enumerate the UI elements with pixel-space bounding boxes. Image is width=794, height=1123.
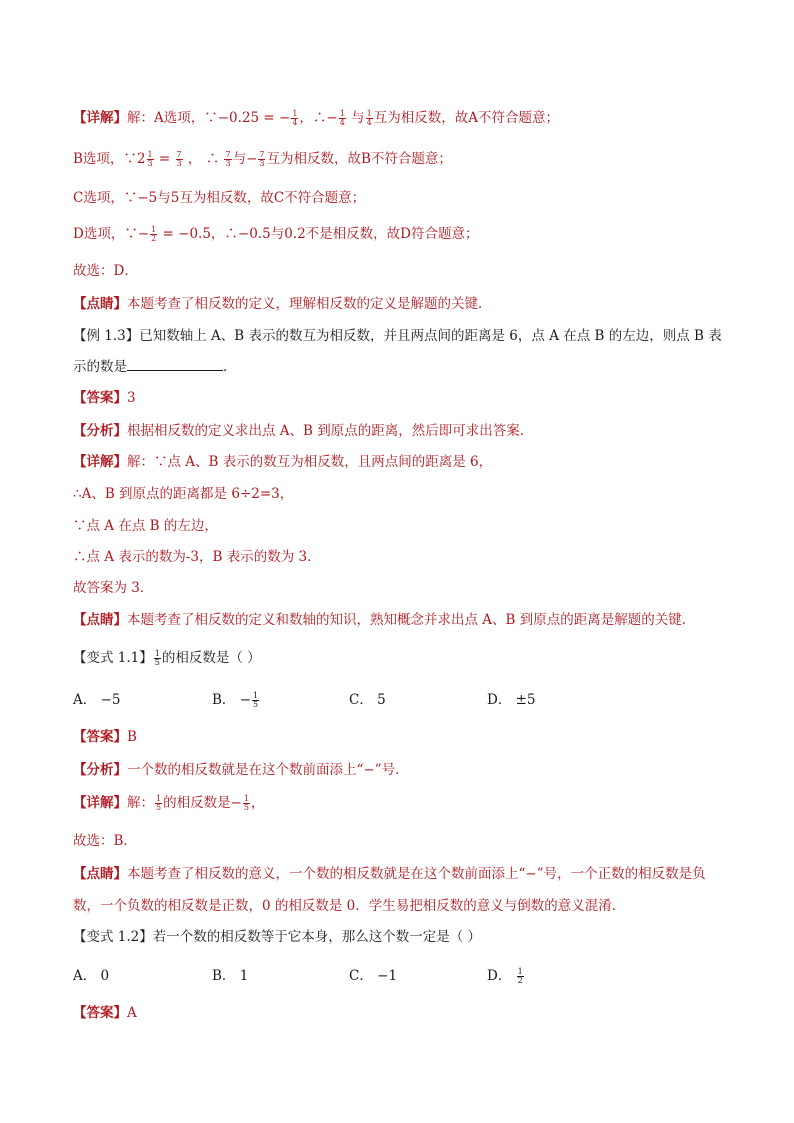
text: 已知数轴上 A、B 表示的数互为相反数，并且两点间的距离是 6，点 A 在点 B 的左边，则点 B 表: [139, 328, 722, 344]
answer-value: B: [127, 729, 137, 745]
detail-line-a: [73, 108, 734, 128]
option-value: −1: [377, 968, 398, 984]
detail-tag: 【详解】: [73, 110, 127, 126]
text: 互为相反数，故A不符合题意；: [373, 110, 559, 126]
num: 1: [154, 649, 160, 658]
den: 2: [517, 976, 523, 985]
fraction: [147, 151, 154, 168]
answer-line: [73, 727, 734, 747]
example-question-line2: [73, 356, 734, 377]
text: 与: [346, 110, 365, 126]
option-value: 1: [239, 968, 249, 984]
den: 3: [259, 159, 265, 168]
num: 1: [156, 794, 162, 803]
den: 5: [154, 658, 160, 667]
text: 解：: [127, 795, 154, 811]
text: 示的数是: [73, 359, 127, 375]
num: 7: [176, 150, 182, 159]
comment-line: [73, 294, 734, 314]
option-d: [487, 690, 536, 710]
variation-label: 【变式 1.1】: [73, 650, 153, 666]
fraction: [243, 795, 250, 812]
example-question-line1: [73, 326, 734, 346]
text: 的相反数是（ ）: [161, 650, 261, 666]
text: 解：∵点 A、B 表示的数互为相反数，且两点间的距离是 6，: [127, 454, 493, 470]
detail-line-4: ∴点 A 表示的数为-3，B 表示的数为 3．: [73, 549, 321, 565]
option-b: [212, 966, 248, 986]
option-label: B．: [212, 968, 236, 984]
num: 7: [259, 150, 265, 159]
text: ．: [223, 359, 237, 375]
text: 根据相反数的定义求出点 A、B 到原点的距离，然后即可求出答案．: [127, 423, 534, 439]
answer-blank: [127, 356, 223, 371]
option-label: C．: [349, 692, 373, 708]
option-value: ±5: [515, 692, 536, 708]
analysis-tag: 【分析】: [73, 762, 127, 778]
fraction: [252, 692, 259, 709]
text: 本题考查了相反数的意义，一个数的相反数就是在这个数前面添上“−”号，一个正数的相反数是负: [127, 866, 706, 882]
fraction: [150, 226, 157, 243]
answer-value: 3: [127, 390, 136, 406]
option-value: −5: [100, 692, 121, 708]
option-c: [349, 690, 386, 710]
num: 1: [366, 109, 372, 118]
text: = −0.5，∴−0.5与0.2不是相反数，故D符合题意；: [158, 226, 479, 242]
num: 1: [517, 967, 523, 976]
text: 一个数的相反数就是在这个数前面添上“−”号．: [127, 762, 409, 778]
text: 的相反数是−: [163, 795, 242, 811]
detail-line: [73, 793, 734, 813]
comment-line-2: 数，一个负数的相反数是正数，0 的相反数是 0．学生易把相反数的意义与倒数的意义混淆．: [73, 898, 626, 914]
fraction: [154, 650, 161, 667]
answer-value: A: [127, 1005, 137, 1021]
fraction: [339, 110, 346, 127]
text: 若一个数的相反数等于它本身，那么这个数一定是（ ）: [152, 929, 482, 945]
answer-line: [73, 1003, 734, 1023]
den: 5: [243, 803, 249, 812]
select-line: 故选：B．: [73, 833, 137, 849]
option-label: A．: [73, 692, 97, 708]
text: =: [154, 151, 175, 167]
option-label: D．: [487, 968, 512, 984]
comment-line: [73, 610, 734, 630]
den: 5: [156, 803, 162, 812]
text: 互为相反数，故B不符合题意；: [266, 151, 452, 167]
den: 4: [366, 118, 372, 127]
den: 4: [339, 118, 345, 127]
math: −: [326, 110, 338, 126]
num: 1: [147, 150, 153, 159]
den: 4: [292, 118, 298, 127]
option-b: [212, 690, 260, 710]
variation-question: [73, 648, 734, 668]
detail-tag: 【详解】: [73, 795, 127, 811]
answer-tag: 【答案】: [73, 390, 127, 406]
num: 1: [292, 109, 298, 118]
den: 2: [151, 234, 157, 243]
option-a: [73, 966, 109, 986]
variation-question: [73, 927, 734, 947]
option-value: 0: [100, 968, 110, 984]
detail-line-5: 故答案为 3．: [73, 580, 154, 596]
fraction: [224, 151, 231, 168]
fraction: [258, 151, 265, 168]
text: 与−: [232, 151, 258, 167]
fraction: [291, 110, 298, 127]
num: 1: [253, 691, 259, 700]
math: −0.25 = −: [217, 110, 291, 126]
num: 1: [339, 109, 345, 118]
num: 7: [225, 150, 231, 159]
detail-line-b: [73, 149, 734, 169]
option-a: [73, 690, 120, 710]
text: 解：A选项，∵: [127, 110, 218, 126]
num: 1: [243, 794, 249, 803]
text: 本题考查了相反数的定义，理解相反数的定义是解题的关键．: [127, 296, 492, 312]
den: 3: [147, 159, 153, 168]
text: ， ∴: [183, 151, 224, 167]
num: 1: [151, 225, 157, 234]
text: B选项，∵2: [73, 151, 146, 167]
text: ，∴: [299, 110, 327, 126]
detail-line-c: C选项，∵−5与5互为相反数，故C不符合题意；: [73, 190, 366, 206]
den: 3: [225, 159, 231, 168]
option-label: B．: [212, 692, 236, 708]
analysis-line: [73, 760, 734, 780]
detail-line-d: [73, 224, 734, 244]
select-line: 故选：D．: [73, 263, 138, 279]
text: D选项，∵−: [73, 226, 150, 242]
detail-line-3: ∵点 A 在点 B 的左边，: [73, 518, 218, 534]
fraction: [155, 795, 162, 812]
option-label: A．: [73, 968, 97, 984]
variation-label: 【变式 1.2】: [73, 929, 153, 945]
fraction: [366, 110, 373, 127]
option-c: [349, 966, 397, 986]
analysis-line: [73, 421, 734, 441]
comment-line-1: [73, 864, 734, 884]
answer-tag: 【答案】: [73, 729, 127, 745]
option-label: D．: [487, 692, 512, 708]
option-value: 5: [377, 692, 386, 708]
den: 3: [176, 159, 182, 168]
fraction: [176, 151, 183, 168]
option-label: C．: [349, 968, 373, 984]
detail-tag: 【详解】: [73, 454, 127, 470]
comment-tag: 【点睛】: [73, 296, 127, 312]
fraction: [517, 968, 524, 985]
option-d: [487, 966, 525, 986]
minus: −: [239, 692, 252, 708]
answer-line: [73, 388, 734, 408]
answer-tag: 【答案】: [73, 1005, 127, 1021]
comment-tag: 【点睛】: [73, 612, 127, 628]
text: 本题考查了相反数的定义和数轴的知识，熟知概念并求出点 A、B 到原点的距离是解题的关键．: [127, 612, 696, 628]
example-label: 【例 1.3】: [73, 328, 140, 344]
den: 5: [253, 700, 259, 709]
analysis-tag: 【分析】: [73, 423, 127, 439]
text: ，: [251, 795, 265, 811]
detail-line-2: ∴A、B 到原点的距离都是 6÷2=3，: [73, 486, 294, 502]
comment-tag: 【点睛】: [73, 866, 127, 882]
detail-line-1: [73, 452, 734, 472]
